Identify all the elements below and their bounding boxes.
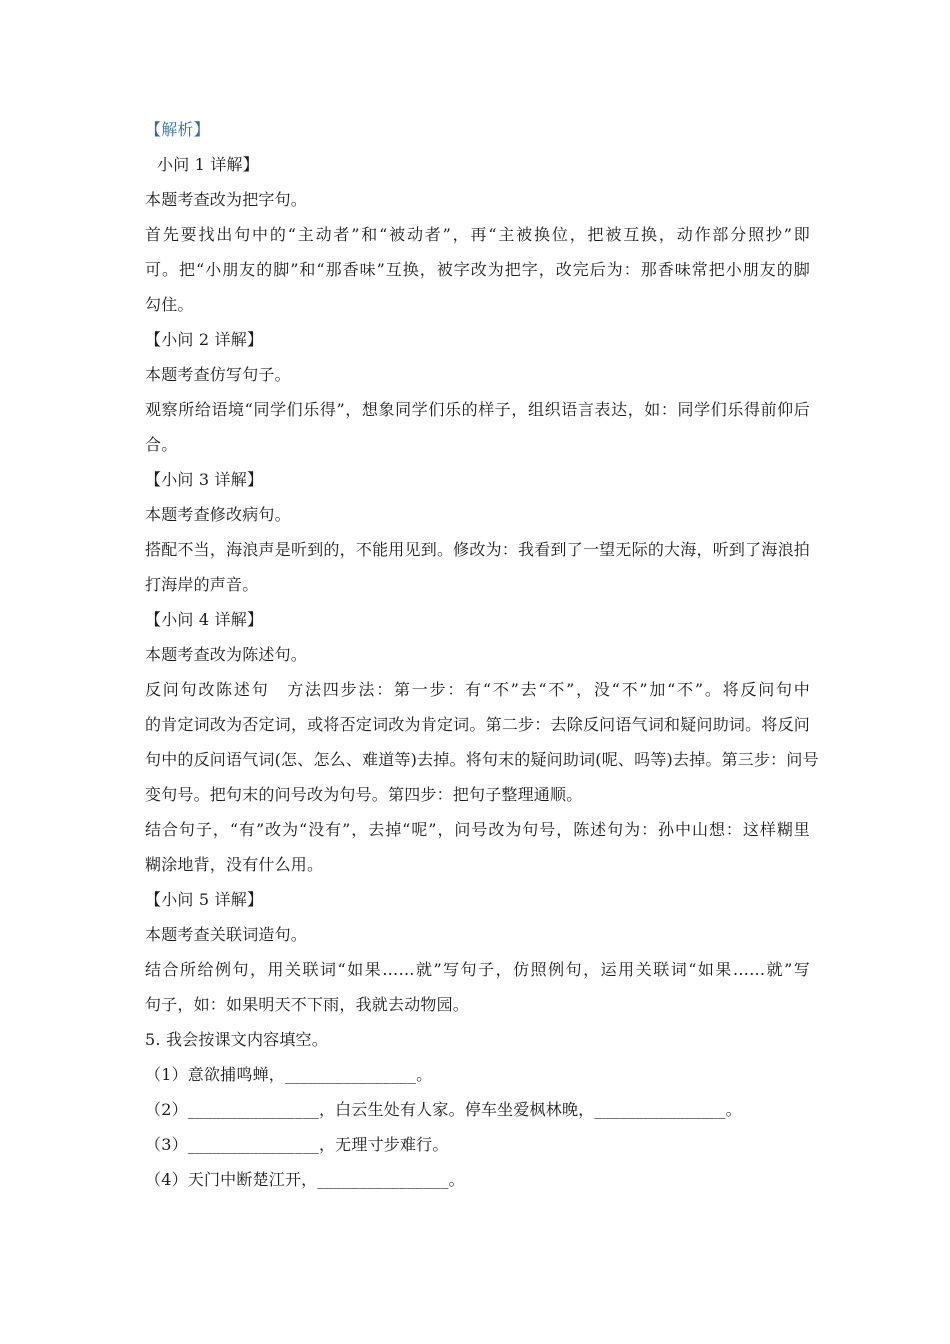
subquestion-2-topic: 本题考查仿写句子。 <box>145 365 291 384</box>
fill-blank-item-2: （2）________________，白云生处有人家。停车坐爱枫林晚，________________。 <box>145 1100 742 1119</box>
subquestion-4-text-line-4: 变句号。把句末的问号改为句号。第四步：把句子整理通顺。 <box>145 785 583 804</box>
subquestion-3-text-line-1: 搭配不当，海浪声是听到的，不能用见到。修改为：我看到了一望无际的大海，听到了海浪拍 <box>145 540 810 559</box>
subquestion-5-topic: 本题考查关联词造句。 <box>145 925 308 944</box>
subquestion-1-topic: 本题考查改为把字句。 <box>145 190 308 209</box>
subquestion-4-heading: 【小问 4 详解】 <box>145 610 264 629</box>
subquestion-1-heading: 小问 1 详解】 <box>157 155 259 174</box>
subquestion-5-text-line-2: 句子，如：如果明天不下雨，我就去动物园。 <box>145 995 470 1014</box>
fill-blank-item-1: （1）意欲捕鸣蝉，________________。 <box>145 1065 433 1084</box>
question-5-title: 5. 我会按课文内容填空。 <box>145 1030 328 1049</box>
subquestion-4-text-line-5: 结合句子，“有”改为“没有”，去掉“呢”，问号改为句号，陈述句为：孙中山想：这样糊里 <box>145 820 810 839</box>
subquestion-4-topic: 本题考查改为陈述句。 <box>145 645 308 664</box>
fill-blank-item-3: （3）________________，无理寸步难行。 <box>145 1135 449 1154</box>
subquestion-2-heading: 【小问 2 详解】 <box>145 330 264 349</box>
fill-blank-item-4: （4）天门中断楚江开，________________。 <box>145 1170 465 1189</box>
subquestion-2-text-line-2: 合。 <box>145 435 178 454</box>
subquestion-3-heading: 【小问 3 详解】 <box>145 470 264 489</box>
subquestion-4-text-line-6: 糊涂地背，没有什么用。 <box>145 855 324 874</box>
analysis-heading: 【解析】 <box>145 120 210 139</box>
subquestion-3-topic: 本题考查修改病句。 <box>145 505 291 524</box>
subquestion-4-text-line-2: 的肯定词改为否定词，或将否定词改为肯定词。第二步：去除反问语气词和疑问助词。将反问 <box>145 715 810 734</box>
subquestion-1-text-line-1: 首先要找出句中的“主动者”和“被动者”，再“主被换位，把被互换，动作部分照抄”即 <box>145 225 810 244</box>
subquestion-2-text-line-1: 观察所给语境“同学们乐得”，想象同学们乐的样子，组织语言表达，如：同学们乐得前仰后 <box>145 400 810 419</box>
subquestion-5-text-line-1: 结合所给例句，用关联词“如果……就”写句子，仿照例句，运用关联词“如果……就”写 <box>145 960 810 979</box>
subquestion-4-text-line-1: 反问句改陈述句 方法四步法：第一步：有“不”去“不”，没“不”加“不”。将反问句中 <box>145 680 810 699</box>
subquestion-5-heading: 【小问 5 详解】 <box>145 890 264 909</box>
document-page <box>145 112 819 1197</box>
subquestion-4-text-line-3: 句中的反问语气词(怎、怎么、难道等)去掉。将句末的疑问助词(呢、吗等)去掉。第三步：问号 <box>145 750 819 769</box>
subquestion-1-text-line-2: 可。把“小朋友的脚”和“那香味”互换，被字改为把字，改完后为：那香味常把小朋友的脚 <box>145 260 810 279</box>
subquestion-1-text-line-3: 勾住。 <box>145 295 194 314</box>
subquestion-3-text-line-2: 打海岸的声音。 <box>145 575 259 594</box>
